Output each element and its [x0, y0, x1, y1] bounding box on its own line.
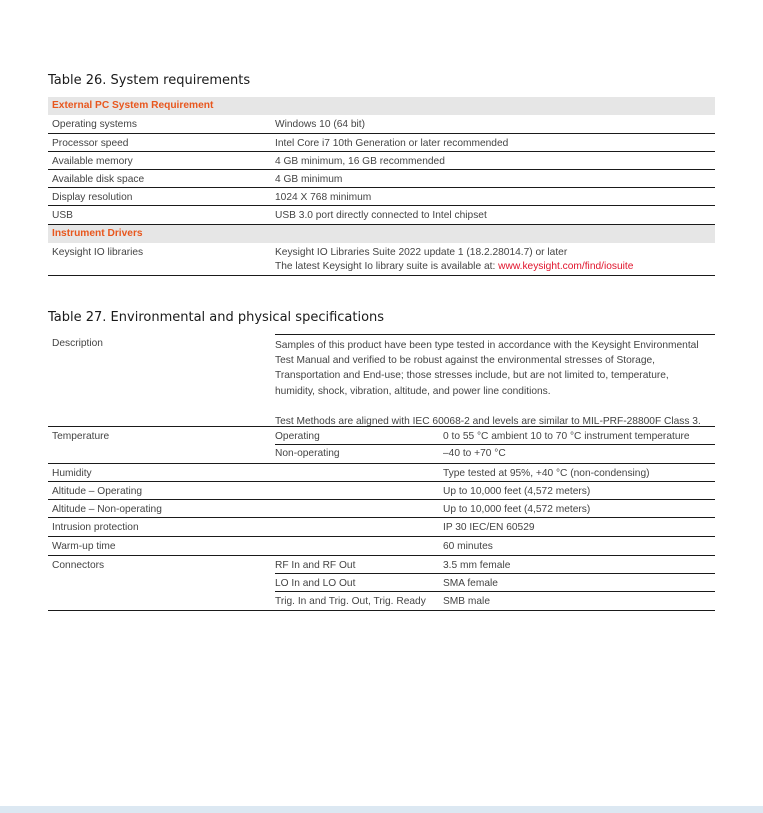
io-line2: [275, 261, 633, 272]
row-label: Display resolution: [52, 192, 133, 203]
row-value: 4 GB minimum, 16 GB recommended: [275, 156, 445, 167]
row-label: Intrusion protection: [52, 522, 139, 533]
table-row: [48, 537, 715, 556]
description-text: [275, 338, 705, 429]
row-value: 60 minutes: [443, 541, 493, 552]
table-row: [48, 152, 715, 170]
row-value: Up to 10,000 feet (4,572 meters): [443, 504, 591, 515]
page-bottom-band: [0, 806, 763, 813]
row-label: USB: [52, 210, 73, 221]
row-label: Operating systems: [52, 119, 137, 130]
row-label: Available memory: [52, 156, 133, 167]
table-row: [48, 464, 715, 482]
section-external-pc-label: External PC System Requirement: [52, 100, 214, 111]
row-label: Altitude – Operating: [52, 486, 143, 497]
table-row-connectors: [48, 556, 715, 611]
row-label: Keysight IO libraries: [52, 247, 144, 258]
row-label: Humidity: [52, 468, 92, 479]
row-value: Windows 10 (64 bit): [275, 119, 366, 130]
connector-name: LO In and LO Out: [275, 578, 356, 589]
table-row: [48, 134, 715, 152]
connector-name: RF In and RF Out: [275, 560, 356, 571]
table26-caption: Table 26. System requirements: [48, 73, 251, 88]
table-row-description: [48, 334, 715, 427]
temp-nonop-label: Non-operating: [275, 448, 340, 459]
table-row: [48, 188, 715, 206]
table-row: [48, 518, 715, 537]
row-label: Description: [52, 338, 103, 349]
row-label: Processor speed: [52, 138, 129, 149]
row-label: Available disk space: [52, 174, 145, 185]
connector-value: SMA female: [443, 578, 498, 589]
io-line1: Keysight IO Libraries Suite 2022 update 1 (18.2.28014.7) or later: [275, 247, 568, 258]
connector-name: Trig. In and Trig. Out, Trig. Ready: [275, 596, 426, 607]
table-row: [48, 500, 715, 518]
table27-caption: Table 27. Environmental and physical specifications: [48, 310, 385, 325]
row-value: IP 30 IEC/EN 60529: [443, 522, 535, 533]
connector-sub-rule: [275, 573, 715, 574]
temp-operating-value: 0 to 55 °C ambient 10 to 70 °C instrument temperature: [443, 431, 690, 442]
row-value: Up to 10,000 feet (4,572 meters): [443, 486, 591, 497]
table-row-temperature: [48, 427, 715, 464]
table-row: [48, 115, 715, 134]
temp-operating-label: Operating: [275, 431, 320, 442]
row-value: Intel Core i7 10th Generation or later recommended: [275, 138, 509, 149]
row-value: Type tested at 95%, +40 °C (non-condensing): [443, 468, 650, 479]
connector-value: 3.5 mm female: [443, 560, 511, 571]
row-value: 1024 X 768 minimum: [275, 192, 372, 203]
io-line2-text: The latest Keysight Io library suite is available at:: [275, 261, 499, 272]
row-label: Temperature: [52, 431, 110, 442]
temp-nonop-value: –40 to +70 °C: [443, 448, 506, 459]
iosuite-link[interactable]: www.keysight.com/find/iosuite: [498, 261, 634, 272]
row-label: Connectors: [52, 560, 105, 571]
section-instrument-drivers-label: Instrument Drivers: [52, 228, 143, 239]
section-instrument-drivers: [48, 225, 715, 243]
table-row: [48, 482, 715, 500]
row-label: Altitude – Non-operating: [52, 504, 162, 515]
table-row: [48, 206, 715, 225]
row-label: Warm-up time: [52, 541, 116, 552]
table-row-io-libraries: [48, 243, 715, 276]
section-external-pc: [48, 97, 715, 115]
description-para2: Test Methods are aligned with IEC 60068-2 and levels are similar to MIL-PRF-28800F Class 3.: [275, 415, 701, 427]
temp-sub-rule: [275, 444, 715, 445]
row-value: 4 GB minimum: [275, 174, 343, 185]
table-row: [48, 170, 715, 188]
connector-value: SMB male: [443, 596, 490, 607]
row-value: USB 3.0 port directly connected to Intel chipset: [275, 210, 487, 221]
description-para1: Samples of this product have been type tested in accordance with the Keysight Environmental Test Manual and verified to be robust against the environmental stresses of Storage, Transportation and End-use; those stresses include, but are not limited to, temperature, humidity, shock, vibration, altitude, and power line conditions.: [275, 340, 699, 397]
connector-sub-rule: [275, 591, 715, 592]
